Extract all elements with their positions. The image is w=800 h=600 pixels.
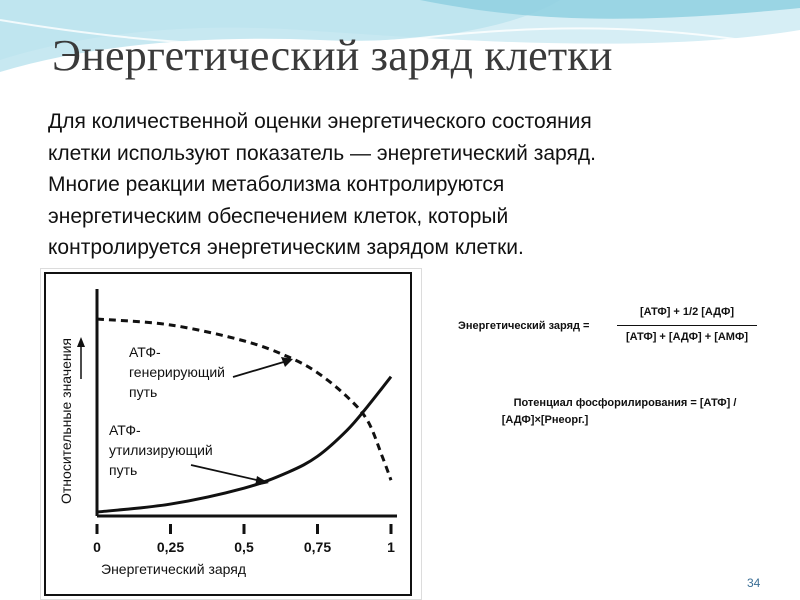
annotation-line: АТФ- [129, 344, 161, 360]
annotation-line: генерирующий [129, 364, 225, 380]
body-line: Многие реакции метаболизма контролируются [48, 173, 505, 196]
y-axis-label: Относительные значения [58, 338, 74, 504]
y-axis-arrow [77, 337, 85, 379]
x-tick-label: 0,25 [156, 539, 185, 555]
x-axis-label: Энергетический заряд [101, 561, 247, 577]
energy-charge-chart [41, 269, 421, 599]
x-tick-label: 0 [93, 539, 101, 555]
x-tick-label: 1 [387, 539, 395, 555]
atp-generating-arrow [233, 357, 293, 377]
x-tick-label: 0,5 [234, 539, 254, 555]
annotation-line: утилизирующий [109, 442, 213, 458]
slide-body-text [48, 106, 748, 264]
body-line: клетки используют показатель — энергетический заряд. [48, 141, 596, 165]
body-line: энергетическим обеспечением клеток, который [48, 204, 509, 228]
energy-charge-denominator: [АТФ] + [АДФ] + [АМФ] [625, 331, 749, 343]
atp-utilizing-arrow [191, 465, 269, 486]
phosphorylation-potential-line2: [АДФ]×[Рнеорг.] [501, 414, 589, 426]
atp-utilizing-label [109, 422, 217, 478]
annotation-line: АТФ- [109, 422, 141, 438]
phosphorylation-potential-line1: Потенциал фосфорилирования = [АТФ] / [513, 397, 737, 409]
energy-charge-label: Энергетический заряд = [458, 320, 590, 332]
page-number: 34 [747, 576, 761, 590]
x-tick-label: 0,75 [303, 539, 332, 555]
slide-title: Энергетический заряд клетки [52, 31, 613, 80]
annotation-line: путь [129, 384, 158, 400]
energy-charge-figure [40, 268, 422, 600]
annotation-line: путь [109, 462, 138, 478]
body-line: контролируется энергетическим зарядом клетки. [48, 236, 524, 259]
body-line: Для количественной оценки энергетического состояния [48, 110, 592, 133]
atp-generating-label [129, 344, 229, 400]
fraction-line [617, 325, 757, 326]
energy-charge-numerator: [АТФ] + 1/2 [АДФ] [639, 306, 735, 318]
